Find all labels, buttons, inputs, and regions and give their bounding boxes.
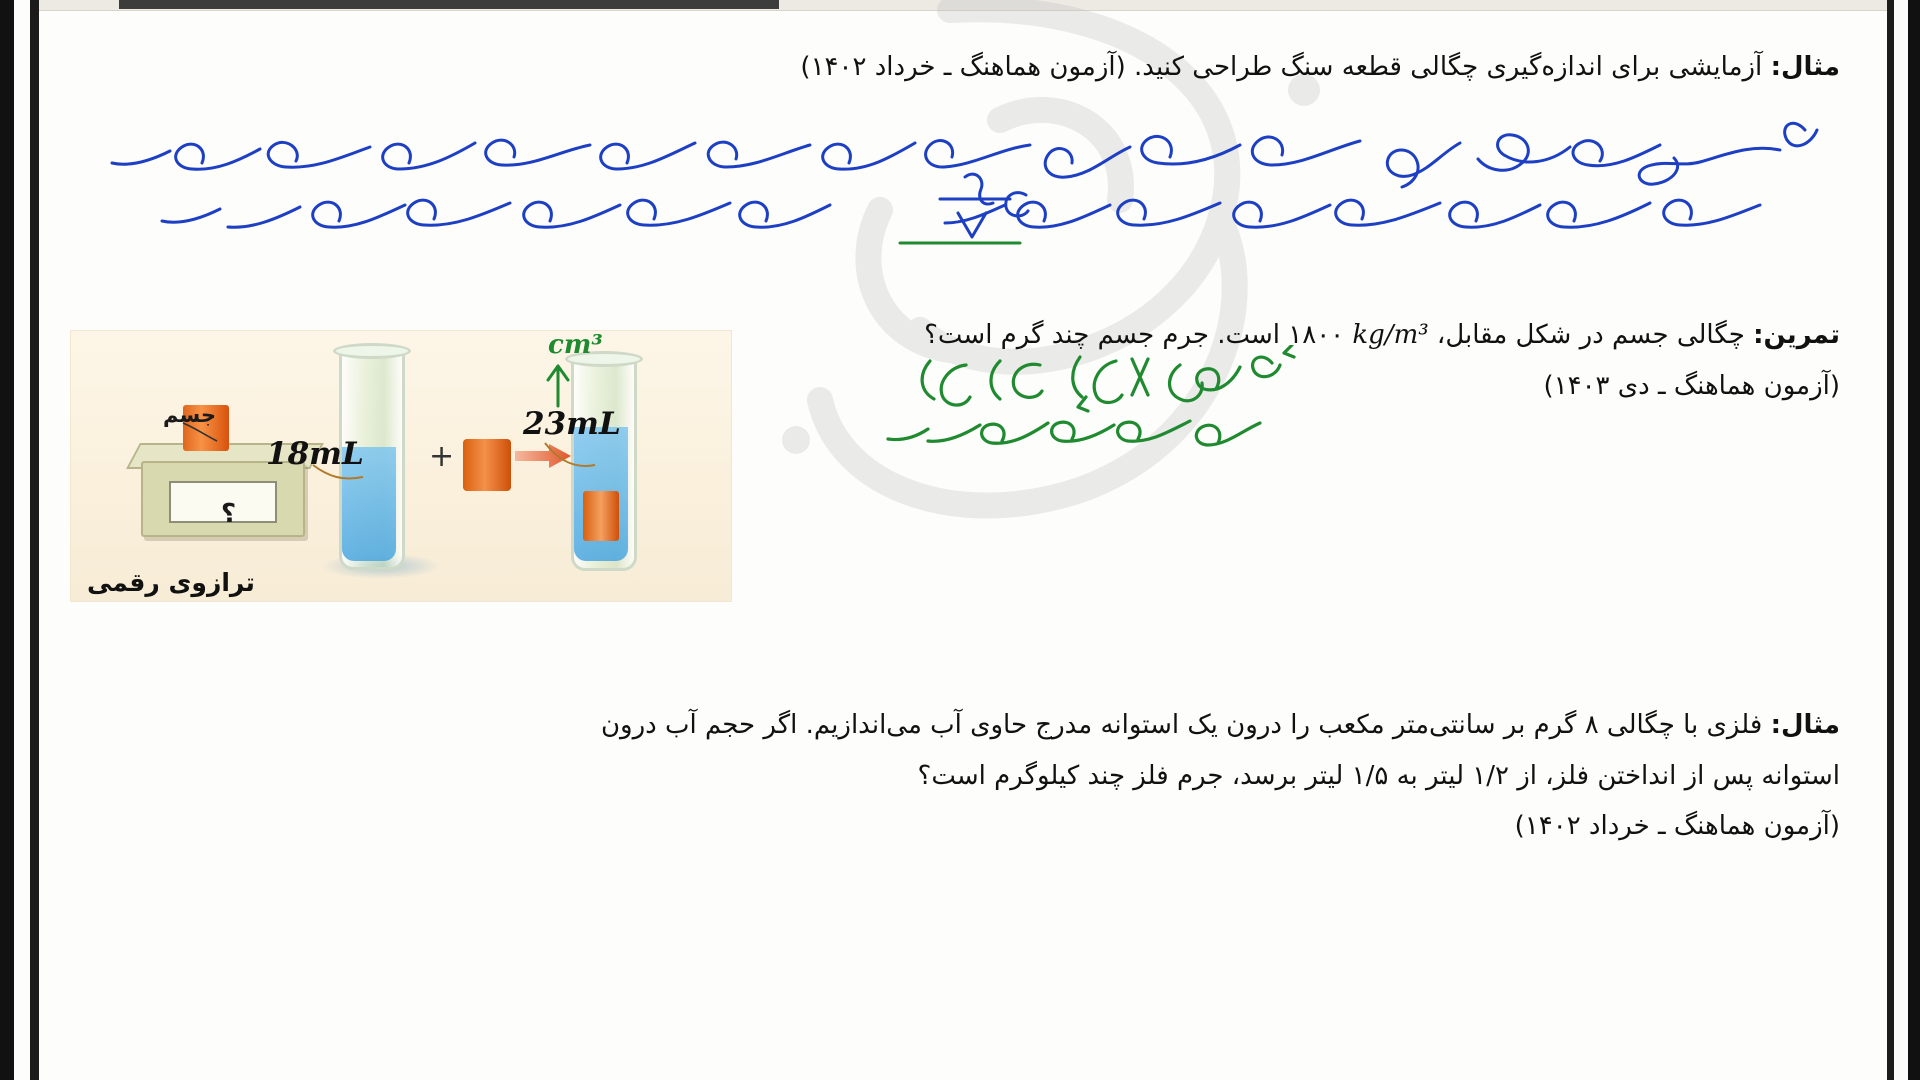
object-to-immerse [463,439,511,491]
block-example-2 [410,700,1840,852]
volume-before-label: 18mL [266,436,364,472]
volume-after-label: 23mL [523,406,621,442]
figure-density-measurement [70,330,732,602]
exercise-1-label: تمرین: [1753,320,1840,350]
scan-border-right [1908,0,1920,1080]
unit-annotation-cm3: cm³ [548,330,603,360]
exercise-1-line-1 [680,310,1840,361]
example-2-line-1 [410,700,1840,751]
exercise-1-text-a: چگالی جسم در شکل مقابل، [1436,320,1745,350]
scale-display-value: ؟ [221,499,237,529]
example-2-line-3: (آزمون هماهنگ ـ خرداد ۱۴۰۲) [1514,811,1840,842]
handwritten-note-blue [60,95,1850,255]
example-1-label: مثال: [1770,52,1840,82]
object-label: جسم [163,403,216,427]
cylinder-rim-before [333,343,411,359]
scan-border-left-inner [30,0,39,1080]
exercise-1-unit: kg/m³ [1352,320,1429,350]
example-2-text-1: فلزی با چگالی ۸ گرم بر سانتی‌متر مکعب را درون یک استوانه مدرج حاوی آب می‌اندازیم. اگر حجم آب درون [600,710,1763,740]
example-1-text: آزمایشی برای اندازه‌گیری چگالی قطعه سنگ طراحی کنید. (آزمون هماهنگ ـ خرداد ۱۴۰۲) [800,52,1763,82]
exercise-1-text-b: ۱۸۰۰ است. جرم جسم چند گرم است؟ [924,320,1345,350]
plus-sign: + [429,439,455,474]
block-example-1 [610,42,1840,93]
scan-border-left [0,0,14,1080]
scan-border-right-inner [1887,0,1894,1080]
process-arrow-icon [515,443,571,469]
example-2-line-2: استوانه پس از انداختن فلز، از ۱/۲ لیتر به ۱/۵ لیتر برسد، جرم فلز چند کیلوگرم است؟ [917,760,1840,791]
page-top-strip [39,0,1887,11]
exercise-1-line-2: (آزمون هماهنگ ـ دی ۱۴۰۳) [1543,370,1840,401]
figure-caption: ترازوی رقمی [87,568,255,597]
example-1-line [610,42,1840,93]
example-2-label: مثال: [1770,710,1840,740]
object-submerged [583,491,619,541]
page-top-strip-dark [119,0,779,9]
block-exercise-1 [680,310,1840,411]
